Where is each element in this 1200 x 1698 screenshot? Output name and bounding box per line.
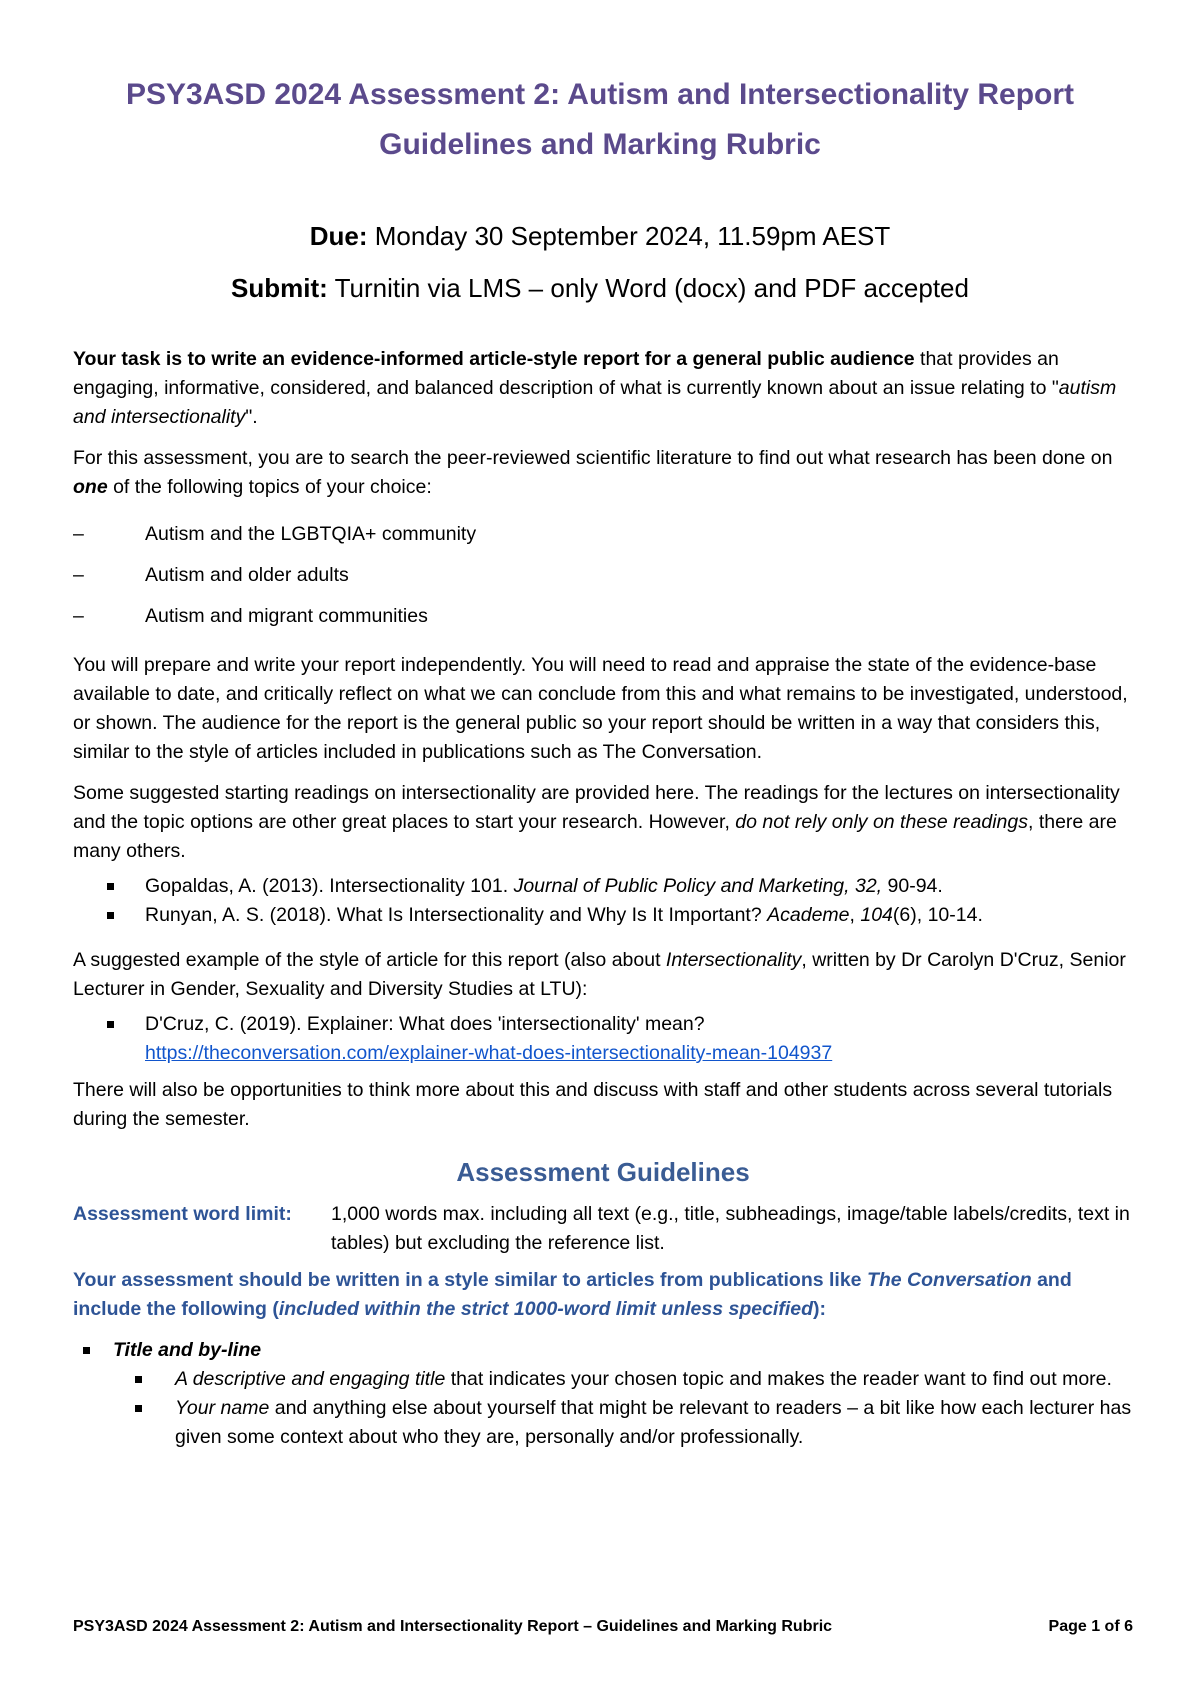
square-bullet-icon xyxy=(83,1347,90,1354)
style-instructions: Your assessment should be written in a style similar to articles from publications like The Conversation and include the following (included within the strict 1000-word limit unless specified): xyxy=(73,1269,1072,1320)
word-limit-label: Assessment word limit: xyxy=(73,1203,292,1225)
example-paragraph: A suggested example of the style of article for this report (also about Intersectionality, written by Dr Carolyn D'Cruz, Senior Lecturer in Gender, Sexuality and Diversity Studies at LTU): xyxy=(73,949,1126,1000)
guidelines-list xyxy=(73,1336,1133,1452)
readings-paragraph: Some suggested starting readings on intersectionality are provided here. The readings for the lectures on intersectionality and the topic options are other great places to start your research. However, do not rely only on these readings, there are many others. xyxy=(73,782,1120,862)
page-number: Page 1 of 6 xyxy=(1048,1618,1133,1635)
assessment-guidelines-heading: Assessment Guidelines xyxy=(456,1157,750,1187)
task-paragraph: Your task is to write an evidence-informed article-style report for a general public audience that provides an engaging, informative, considered, and balanced description of what is currently known about an issue relating to "autism and intersectionality". xyxy=(73,348,1117,428)
word-limit-text: 1,000 words max. including all text (e.g., title, subheadings, image/table labels/credits, text in tables) but excluding the reference list. xyxy=(331,1203,1130,1254)
title-line-2: Guidelines and Marking Rubric xyxy=(379,128,821,161)
list-item: – Autism and the LGBTQIA+ community xyxy=(73,514,1133,555)
tutorials-paragraph: There will also be opportunities to think more about this and discuss with staff and other students across several tutorials during the semester. xyxy=(73,1079,1113,1130)
footer-title: PSY3ASD 2024 Assessment 2: Autism and Intersectionality Report – Guidelines and Marking Rubric xyxy=(73,1618,833,1635)
title-byline-item: Title and by-line xyxy=(113,1339,262,1361)
square-bullet-icon xyxy=(107,912,114,919)
list-item: – Autism and older adults xyxy=(73,555,1133,596)
square-bullet-icon xyxy=(135,1376,142,1383)
list-item xyxy=(73,1336,1133,1452)
submit-line: Submit: Turnitin via LMS – only Word (docx) and PDF accepted xyxy=(231,273,969,303)
independent-paragraph: You will prepare and write your report independently. You will need to read and appraise the state of the evidence-base available to date, and critically reflect on what we can conclude from this and what remains to be investigated, understood, or shown. The audience for the report is the general public so your report should be written in a way that considers this, similar to the style of articles included in publications such as The Conversation. xyxy=(73,654,1128,763)
document-body xyxy=(73,345,1133,1452)
list-item xyxy=(73,1010,1133,1068)
submit-label: Submit xyxy=(231,273,320,303)
task-lead: Your task is to write an evidence-informed article-style report for a general public audience xyxy=(73,348,915,370)
word-limit-row xyxy=(73,1200,1133,1258)
title-byline-sublist xyxy=(113,1365,1133,1452)
due-label: Due xyxy=(309,221,359,251)
title-line-1: PSY3ASD 2024 Assessment 2: Autism and Intersectionality Report xyxy=(125,78,1075,111)
due-value: Monday 30 September 2024, 11.59pm AEST xyxy=(374,221,891,251)
conversation-article-link[interactable]: https://theconversation.com/explainer-what-does-intersectionality-mean-104937 xyxy=(145,1042,833,1064)
list-item: A descriptive and engaging title that indicates your chosen topic and makes the reader want to find out more. xyxy=(113,1365,1133,1394)
list-item: Gopaldas, A. (2013). Intersectionality 101. Journal of Public Policy and Marketing, 32, 90-94. xyxy=(73,872,1133,901)
search-paragraph: For this assessment, you are to search the peer-reviewed scientific literature to find out what research has been done on one of the following topics of your choice: xyxy=(73,447,1113,498)
square-bullet-icon xyxy=(107,883,114,890)
square-bullet-icon xyxy=(107,1021,114,1028)
list-item: Runyan, A. S. (2018). What Is Intersectionality and Why Is It Important? Academe, 104(6), 10-14. xyxy=(73,901,1133,930)
example-list xyxy=(73,1010,1133,1068)
due-submit-block xyxy=(60,210,1140,314)
due-line: Due: Monday 30 September 2024, 11.59pm AEST xyxy=(309,221,891,251)
page-footer xyxy=(73,1618,1133,1636)
example-reference: D'Cruz, C. (2019). Explainer: What does 'intersectionality' mean? xyxy=(145,1013,705,1035)
square-bullet-icon xyxy=(135,1405,142,1412)
topic-list xyxy=(73,514,1133,637)
readings-list xyxy=(73,872,1133,930)
document-title xyxy=(60,70,1140,170)
list-item: Your name and anything else about yourself that might be relevant to readers – a bit like how each lecturer has given some context about who they are, personally and/or professionally. xyxy=(113,1394,1133,1452)
list-item: – Autism and migrant communities xyxy=(73,596,1133,637)
submit-value: Turnitin via LMS – only Word (docx) and PDF accepted xyxy=(334,273,969,303)
